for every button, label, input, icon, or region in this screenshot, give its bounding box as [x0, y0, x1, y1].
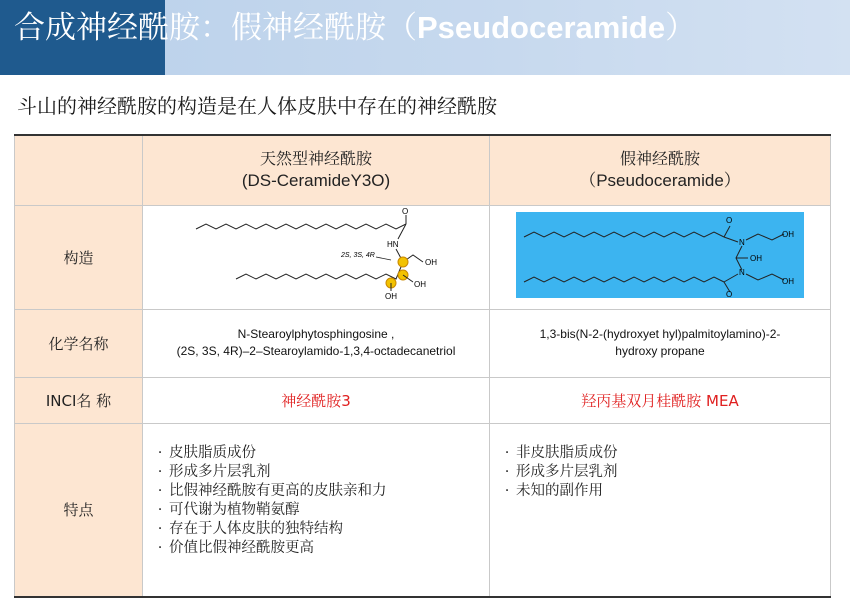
inci-row: [15, 377, 831, 423]
header-blank-cell: [15, 135, 143, 205]
natural-subtitle: (DS-CeramideY3O): [241, 171, 391, 191]
row-label-chem-name: 化学名称: [15, 309, 143, 377]
list-item: · 可代谢为植物鞘氨醇: [151, 501, 489, 520]
list-item: · 价值比假神经酰胺更高: [151, 539, 489, 558]
page-subtitle: 斗山的神经酰胺的构造是在人体皮肤中存在的神经酰胺: [17, 94, 497, 118]
list-item: · 未知的副作用: [498, 482, 830, 501]
pseudo-subtitle: （Pseudoceramide）: [579, 171, 741, 191]
natural-o-label: O: [402, 207, 409, 216]
pseudo-o-label-2: O: [726, 290, 733, 298]
pseudo-features-list: [490, 444, 830, 501]
natural-title: 天然型神经酰胺: [259, 149, 372, 169]
chem-name-row: [15, 309, 831, 377]
pseudo-chem-line-1: 1,3-bis(N-2-(hydroxyet hyl)palmitoylamino)-2-: [539, 327, 781, 341]
pseudo-inci: 羟丙基双月桂酰胺 MEA: [490, 377, 831, 423]
list-item: · 皮肤脂质成份: [151, 444, 489, 463]
natural-features-cell: [143, 423, 490, 597]
pseudo-oh-label-2: OH: [750, 254, 762, 263]
comparison-table: [14, 134, 831, 598]
pseudo-n-label-2: N: [739, 268, 745, 277]
row-label-structure: 构造: [15, 205, 143, 309]
natural-hn-label: HN: [387, 240, 399, 249]
natural-oh-label-3: OH: [385, 292, 397, 301]
natural-chem-line-2: (2S, 3S, 4R)–2–Stearoylamido-1,3,4-octadecanetriol: [176, 344, 456, 358]
pseudo-title: 假神经酰胺: [619, 149, 700, 169]
natural-chem-name: [143, 309, 490, 377]
pseudo-chem-line-2: hydroxy propane: [615, 344, 705, 358]
header-pseudo: [490, 135, 831, 205]
natural-structure-image: [191, 207, 441, 303]
page-title: 合成神经酰胺：假神经酰胺（Pseudoceramide）: [14, 10, 697, 46]
list-item: · 非皮肤脂质成份: [498, 444, 830, 463]
pseudo-chem-name: [490, 309, 831, 377]
header-row: [15, 135, 831, 205]
list-item: · 形成多片层乳剂: [151, 463, 489, 482]
pseudo-structure-cell: [490, 205, 831, 309]
natural-stereo-label: 2S, 3S, 4R: [341, 252, 375, 259]
header-natural: [143, 135, 490, 205]
pseudo-oh-label-3: OH: [782, 277, 794, 286]
pseudo-features-cell: [490, 423, 831, 597]
pseudo-n-label-1: N: [739, 238, 745, 247]
list-item: · 比假神经酰胺有更高的皮肤亲和力: [151, 482, 489, 501]
pseudo-o-label-1: O: [726, 216, 733, 225]
natural-chem-line-1: N-Stearoylphytosphingosine ,: [237, 327, 395, 341]
pseudo-oh-label-1: OH: [782, 230, 794, 239]
list-item: · 形成多片层乳剂: [498, 463, 830, 482]
features-row: [15, 423, 831, 597]
natural-structure-cell: [143, 205, 490, 309]
row-label-inci: INCI名 称: [15, 377, 143, 423]
natural-features-list: [143, 444, 489, 558]
row-label-features: 特点: [15, 423, 143, 597]
structure-row: [15, 205, 831, 309]
list-item: · 存在于人体皮肤的独特结构: [151, 520, 489, 539]
natural-oh-label-1: OH: [425, 258, 437, 267]
natural-oh-label-2: OH: [414, 280, 426, 289]
natural-inci: 神经酰胺3: [143, 377, 490, 423]
pseudo-structure-image: [516, 212, 804, 298]
